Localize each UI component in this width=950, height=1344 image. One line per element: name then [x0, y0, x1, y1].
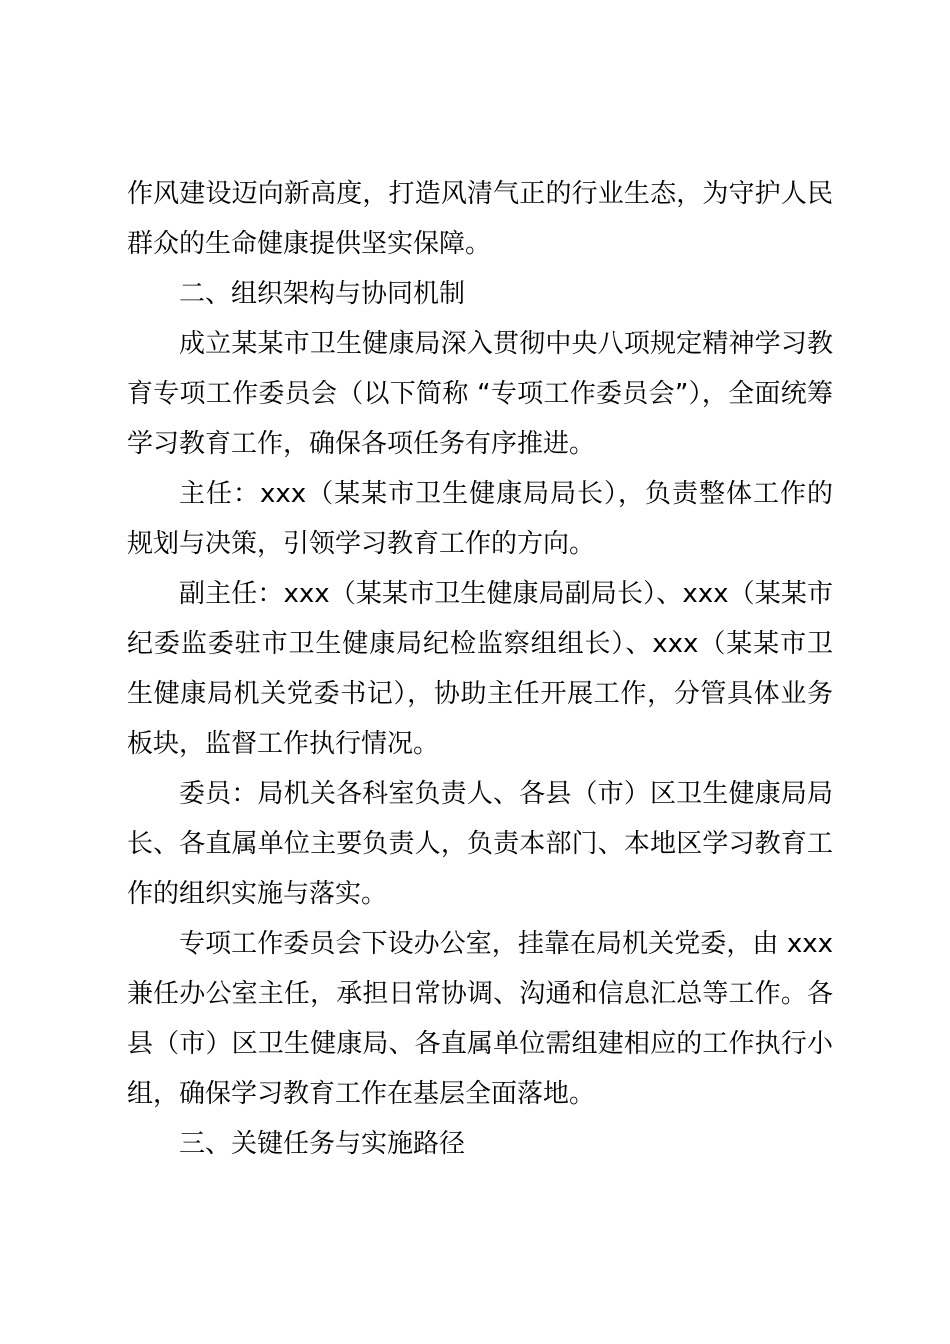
- paragraph-line: 规划与决策，引领学习教育工作的方向。: [127, 529, 596, 559]
- paragraph-line: 学习教育工作，确保各项任务有序推进。: [127, 429, 596, 459]
- section-heading: 三、关键任务与实施路径: [179, 1129, 466, 1159]
- paragraph-line: 主任：xxx（某某市卫生健康局局长），负责整体工作的: [179, 479, 833, 509]
- paragraph-line: 群众的生命健康提供坚实保障。: [127, 229, 492, 259]
- section-heading: 二、组织架构与协同机制: [179, 279, 466, 309]
- paragraph-line: 成立某某市卫生健康局深入贯彻中央八项规定精神学习教: [179, 329, 833, 359]
- paragraph-line: 纪委监委驻市卫生健康局纪检监察组组长）、xxx（某某市卫: [127, 629, 833, 659]
- paragraph-line: 长、各直属单位主要负责人，负责本部门、本地区学习教育工: [127, 829, 833, 859]
- paragraph-line: 组，确保学习教育工作在基层全面落地。: [127, 1079, 596, 1109]
- paragraph-line: 兼任办公室主任，承担日常协调、沟通和信息汇总等工作。各: [127, 979, 833, 1009]
- paragraph-line: 作风建设迈向新高度，打造风清气正的行业生态，为守护人民: [127, 179, 833, 209]
- paragraph-line: 委员：局机关各科室负责人、各县（市）区卫生健康局局: [179, 779, 833, 809]
- paragraph-line: 作的组织实施与落实。: [127, 879, 388, 909]
- paragraph-line: 板块，监督工作执行情况。: [127, 729, 440, 759]
- paragraph-line: 育专项工作委员会（以下简称 “专项工作委员会”），全面统筹: [127, 379, 833, 409]
- paragraph-line: 县（市）区卫生健康局、各直属单位需组建相应的工作执行小: [127, 1029, 833, 1059]
- paragraph-line: 副主任：xxx（某某市卫生健康局副局长）、xxx（某某市: [179, 579, 833, 609]
- paragraph-line: 生健康局机关党委书记），协助主任开展工作，分管具体业务: [127, 679, 833, 709]
- paragraph-line: 专项工作委员会下设办公室，挂靠在局机关党委，由 xxx: [179, 929, 833, 959]
